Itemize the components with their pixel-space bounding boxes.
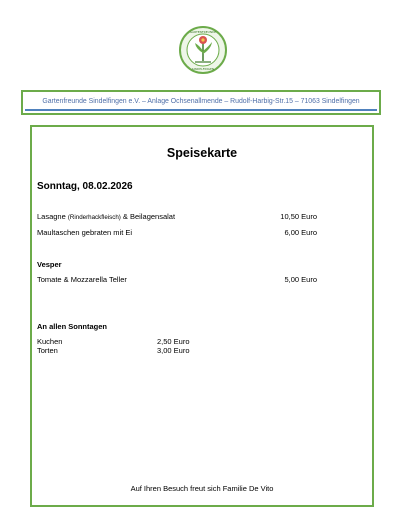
cake-item-name: Kuchen xyxy=(37,337,63,346)
menu-title: Speisekarte xyxy=(166,146,238,160)
menu-item-price: 6,00 Euro xyxy=(284,228,317,237)
menu-footer: Auf Ihren Besuch freut sich Familie De Vito xyxy=(130,484,274,493)
menu-item-price: 5,00 Euro xyxy=(284,275,317,284)
section-heading-vesper: Vesper xyxy=(37,260,62,269)
cake-item-price: 2,50 Euro xyxy=(157,337,190,346)
club-emblem-icon xyxy=(178,25,228,75)
menu-card xyxy=(30,125,374,507)
cake-item-price: 3,00 Euro xyxy=(157,346,190,355)
menu-item-price: 10,50 Euro xyxy=(280,212,317,221)
club-logo xyxy=(178,25,228,75)
svg-text:GARTENFREUNDE: GARTENFREUNDE xyxy=(189,30,217,34)
menu-date: Sonntag, 08.02.2026 xyxy=(37,181,133,192)
svg-text:SINDELFINGEN: SINDELFINGEN xyxy=(191,67,215,71)
section-heading-sunday: An allen Sonntagen xyxy=(37,322,108,331)
menu-item-name: Maultaschen gebraten mit Ei xyxy=(37,228,133,237)
menu-item-name: Lasagne (Rinderhackfleisch) & Beilagensalat xyxy=(37,212,176,221)
address-banner xyxy=(21,90,381,115)
menu-item-name: Tomate & Mozzarella Teller xyxy=(37,275,127,284)
cake-item-name: Torten xyxy=(37,346,58,355)
club-address: Gartenfreunde Sindelfingen e.V. – Anlage Ochsenallmende – Rudolf-Harbig-Str.15 – 71063 Sindelfingen xyxy=(42,97,360,105)
